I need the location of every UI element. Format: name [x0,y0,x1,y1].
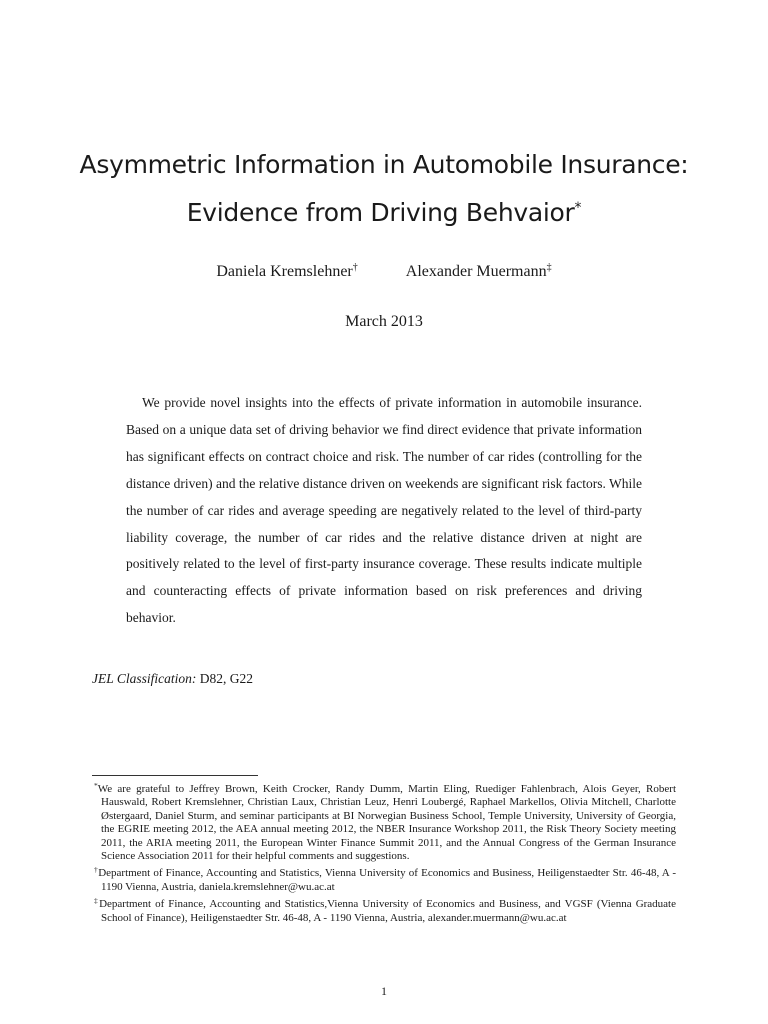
jel-label: JEL Classification: [92,671,197,686]
jel-classification [92,671,253,687]
footnote-mark: * [94,781,98,790]
footnote-author-2-affiliation [92,894,676,925]
author-2 [406,262,552,281]
title-text-1: Asymmetric Information in Automobile Insurance: [79,150,689,179]
page-number: 1 [381,984,387,998]
footnote-divider [92,775,258,776]
title-footnote-mark: * [574,200,582,216]
abstract: We provide novel insights into the effects of private information in automobile insurance. Based on a unique data set of driving behavior we find direct evidence that private information has significant effects on contract choice and risk. The number of car rides (controlling for the distance driven) and the relative distance driven on weekends are significant risk factors. While the number of car rides and average speeding are negatively related to the level of third-party liability coverage, the number of car rides and the relative distance driven at night are positively related to the level of first-party insurance coverage. These results indicate multiple and counteracting effects of private information based on risk preferences and driving behavior. [126,395,642,626]
footnote-mark: † [94,865,99,875]
author-name: Daniela Kremslehner [216,263,353,280]
paper-title-line-2 [60,198,708,227]
footnote-acknowledgements [92,779,676,863]
author-name: Alexander Muermann [405,263,547,280]
jel-codes: D82, G22 [199,671,254,686]
footnote-text: Department of Finance, Accounting and Statistics, Vienna University of Economics and Business, Heiligenstaedter Str. 46-48, A - 1190 Vienna, Austria, daniela.kremslehner@wu.ac.at [98,867,677,893]
footnotes [92,779,676,925]
author-footnote-mark: † [352,262,358,273]
footnote-author-1-affiliation [92,863,676,894]
publication-date: March 2013 [345,313,423,330]
title-text-2: Evidence from Driving Behvaior [186,198,575,227]
author-list [0,262,768,281]
author-footnote-mark: ‡ [546,262,552,273]
footnote-text: Department of Finance, Accounting and Statistics,Vienna University of Economics and Business, and VGSF (Vienna Graduate School of Finance), Heiligenstaedter Str. 46-48, A - 1190 Vienna, Austria, alexander.muermann@wu.ac.at [99,898,676,924]
footnote-mark: ‡ [94,896,100,906]
footnote-text: We are grateful to Jeffrey Brown, Keith Crocker, Randy Dumm, Martin Eling, Ruediger Fahlenbrach, Alois Geyer, Robert Hauswald, Robert Kremslehner, Christian Laux, Christian Leuz, Henri Loubergé, Raphael Markellos, Olivia Mitchell, Charlotte Østergaard, Daniel Sturm, and seminar participants at BI Norwegian Business School, Temple University, University of Georgia, the EGRIE meeting 2012, the AEA annual meeting 2012, the NBER Insurance Workshop 2011, the Risk Theory Society meeting 2011, the ARIA meeting 2011, the European Winter Finance Summit 2011, and the Annual Congress of the German Insurance Science Association 2011 for their helpful comments and suggestions. [97,783,676,863]
paper-title-line-1 [60,150,708,179]
author-1 [216,262,357,281]
